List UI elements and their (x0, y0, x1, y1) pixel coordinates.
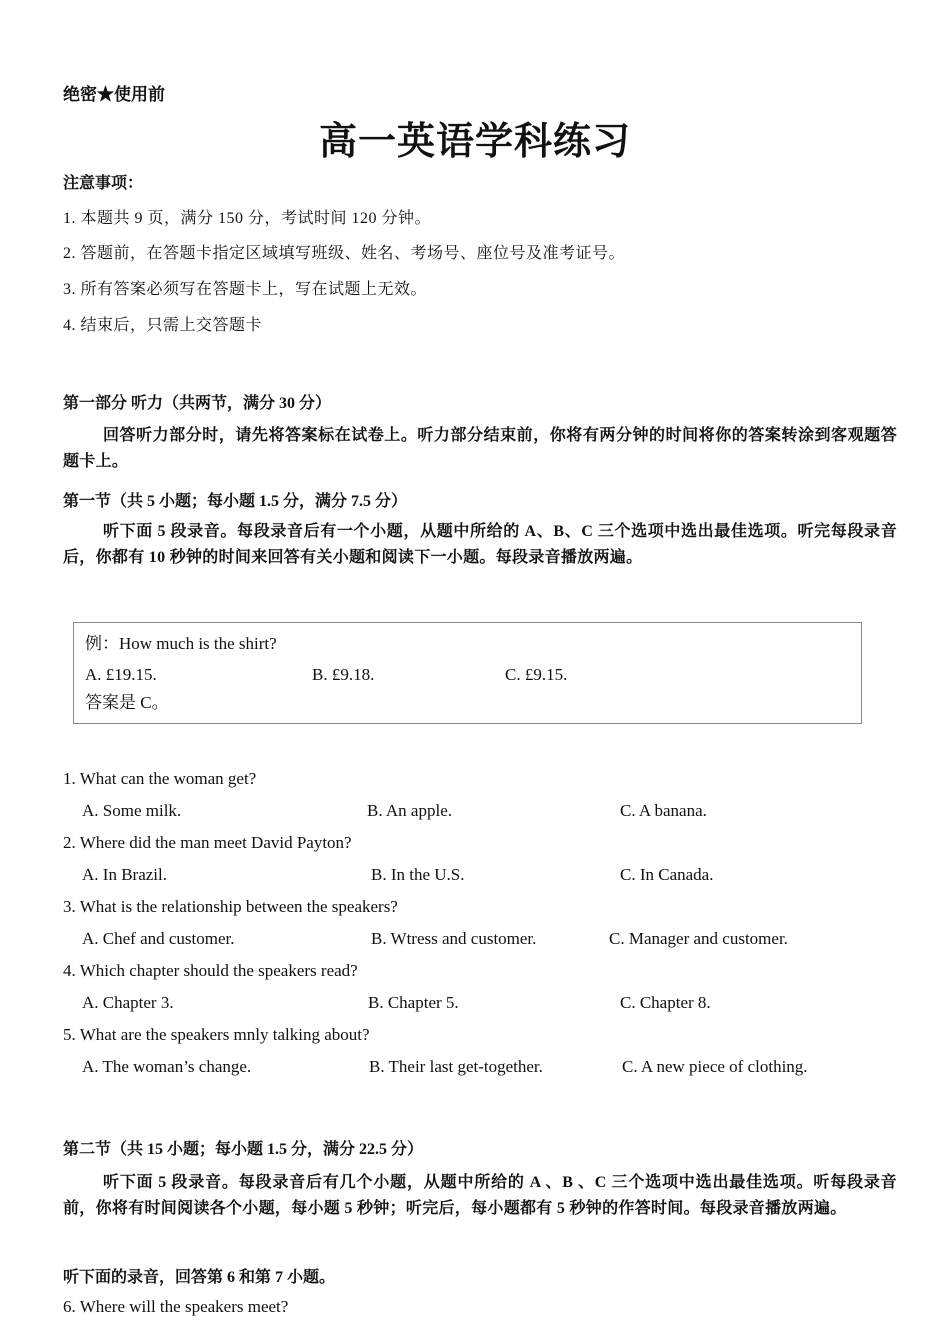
q2-option-a: A. In Brazil. (82, 865, 167, 884)
question-2: 2. Where did the man meet David Payton? (63, 833, 352, 852)
page-title: 高一英语学科练习 (318, 121, 631, 163)
note-item-3: 3. 所有答案必须写在答题卡上，写在试题上无效。 (63, 281, 428, 298)
section2-heading: 第二节（共 15 小题；每小题 1.5 分，满分 22.5 分） (63, 1141, 424, 1158)
confidential-label: 绝密★使用前 (63, 85, 165, 104)
part1-intro: 回答听力部分时，请先将答案标在试卷上。听力部分结束前，你将有两分钟的时间将你的答案转涂到客观题答题卡上。 (63, 427, 897, 470)
example-option-c: C. £9.15. (505, 665, 568, 684)
q3-option-a: A. Chef and customer. (82, 929, 235, 948)
question-3: 3. What is the relationship between the speakers? (63, 897, 398, 916)
question-1: 1. What can the woman get? (63, 769, 257, 788)
question-4: 4. Which chapter should the speakers read? (63, 961, 358, 980)
q4-option-b: B. Chapter 5. (368, 993, 459, 1012)
q1-option-b: B. An apple. (367, 801, 452, 820)
section1-intro: 听下面 5 段录音。每段录音后有一个小题，从题中所给的 A、B、C 三个选项中选出最佳选项。听完每段录音后，你都有 10 秒钟的时间来回答有关小题和阅读下一小题。每段录音播放两遍。 (63, 523, 897, 566)
example-answer: 答案是 C。 (85, 693, 169, 712)
q5-option-b: B. Their last get-together. (369, 1057, 543, 1076)
q3-option-c: C. Manager and customer. (609, 929, 788, 948)
q4-option-a: A. Chapter 3. (82, 993, 174, 1012)
question-6: 6. Where will the speakers meet? (63, 1297, 289, 1316)
part1-heading: 第一部分 听力（共两节，满分 30 分） (63, 395, 332, 412)
q1-option-c: C. A banana. (620, 801, 707, 820)
notes-heading: 注意事项： (63, 175, 144, 192)
q4-option-c: C. Chapter 8. (620, 993, 711, 1012)
section1-heading: 第一节（共 5 小题；每小题 1.5 分，满分 7.5 分） (63, 493, 408, 510)
q5-option-a: A. The woman’s change. (82, 1057, 252, 1076)
q1-option-a: A. Some milk. (82, 801, 182, 820)
q3-option-b: B. Wtress and customer. (371, 929, 537, 948)
note-item-4: 4. 结束后，只需上交答题卡 (63, 317, 263, 334)
section2-intro: 听下面 5 段录音。每段录音后有几个小题，从题中所给的 A 、B 、C 三个选项中选出最佳选项。听每段录音前，你将有时间阅读各个小题，每小题 5 秒钟；听完后，每小题都有 5 秒钟的作答时间。每段录音播放两遍。 (63, 1174, 897, 1217)
note-item-1: 1. 本题共 9 页，满分 150 分，考试时间 120 分钟。 (63, 210, 432, 227)
example-option-b: B. £9.18. (312, 665, 375, 684)
group-heading: 听下面的录音，回答第 6 和第 7 小题。 (63, 1269, 336, 1286)
example-question: 例：How much is the shirt? (85, 634, 277, 653)
q5-option-c: C. A new piece of clothing. (622, 1057, 808, 1076)
q2-option-b: B. In the U.S. (371, 865, 465, 884)
note-item-2: 2. 答题前，在答题卡指定区域填写班级、姓名、考场号、座位号及准考证号。 (63, 245, 626, 262)
q2-option-c: C. In Canada. (620, 865, 714, 884)
question-5: 5. What are the speakers mnly talking about? (63, 1025, 370, 1044)
example-option-a: A. £19.15. (85, 665, 157, 684)
